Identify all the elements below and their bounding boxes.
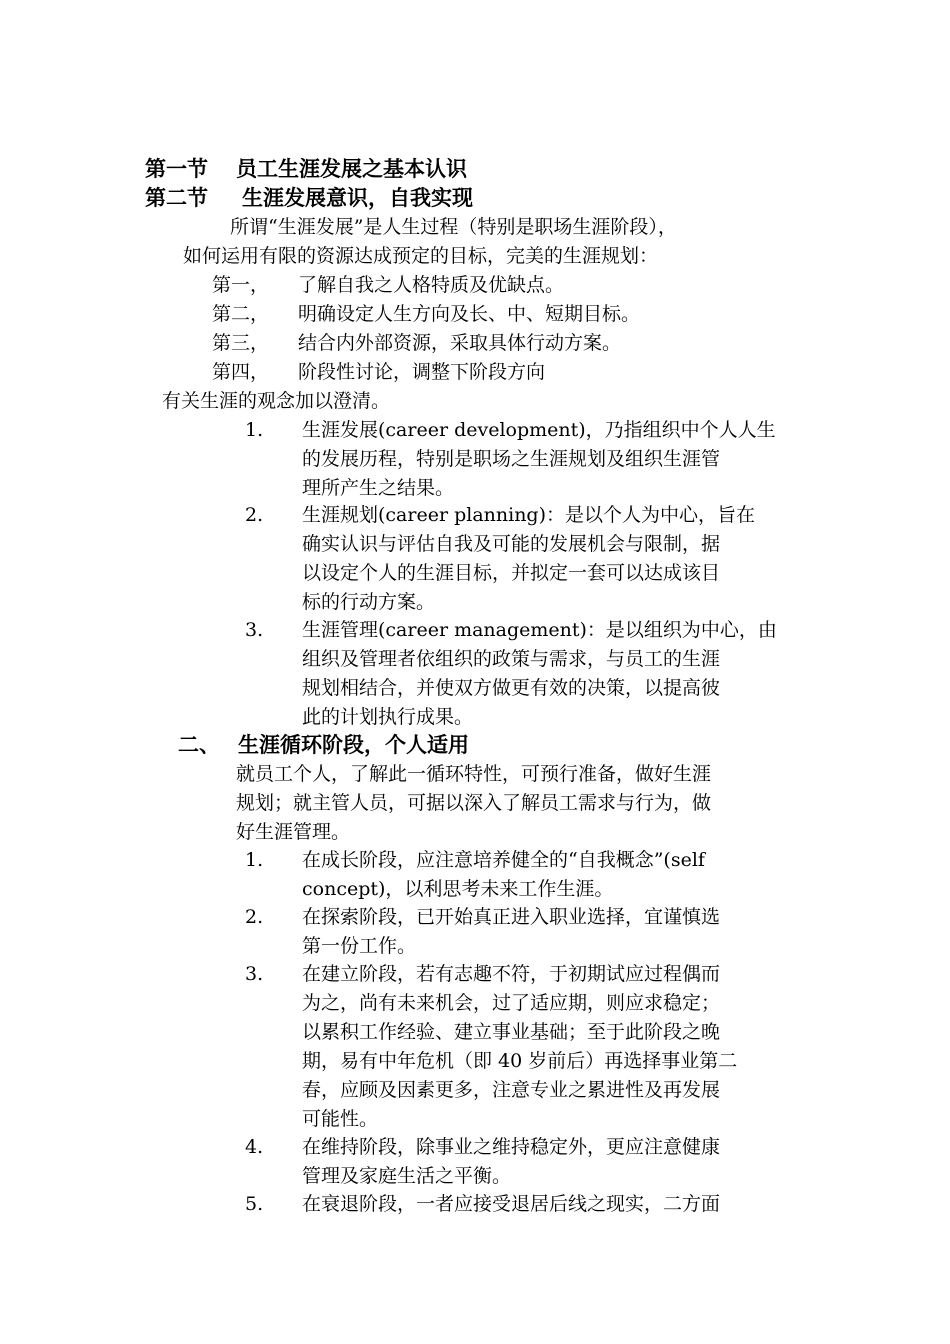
list-line: 期，易有中年危机（即 40 岁前后）再选择事业第二 — [302, 1050, 738, 1072]
section-number: 第二节 — [145, 185, 208, 210]
list-line: 第一份工作。 — [302, 935, 417, 957]
step-item — [212, 329, 621, 358]
list-line: 生涯规划(career planning)：是以个人为中心，旨在 — [302, 504, 756, 526]
paragraph-line: 好生涯管理。 — [236, 821, 351, 843]
step-label: 第四， — [212, 361, 270, 383]
list-number: 4. — [245, 1136, 264, 1158]
list-line: 此的计划执行成果。 — [302, 706, 474, 728]
list-number: 1. — [245, 419, 264, 441]
list-line: 为之，尚有未来机会，过了适应期，则应求稳定； — [302, 992, 721, 1014]
section-heading-2 — [145, 184, 473, 212]
step-item — [212, 300, 640, 329]
list-line: 组织及管理者依组织的政策与需求，与员工的生涯 — [302, 648, 721, 670]
list-line: 可能性。 — [302, 1108, 379, 1130]
paragraph-line: 规划；就主管人员，可据以深入了解员工需求与行为，做 — [236, 792, 712, 814]
list-number: 5. — [245, 1193, 264, 1215]
paragraph-line: 就员工个人，了解此一循环特性，可预行准备，做好生涯 — [236, 763, 712, 785]
section-heading-3 — [178, 731, 469, 759]
list-line: 在成长阶段，应注意培养健全的“自我概念”(self — [302, 849, 705, 871]
step-label: 第一， — [212, 274, 270, 296]
intro-line-2: 如何运用有限的资源达成预定的目标，完美的生涯规划： — [183, 245, 659, 267]
step-text: 结合内外部资源，采取具体行动方案。 — [298, 332, 622, 354]
section-number: 第一节 — [145, 156, 208, 181]
list-line: 生涯管理(career management)：是以组织为中心，由 — [302, 619, 777, 641]
step-text: 了解自我之人格特质及优缺点。 — [298, 274, 565, 296]
section-title: 生涯发展意识，自我实现 — [242, 185, 473, 210]
list-line: 生涯发展(career development)，乃指组织中个人人生 — [302, 419, 776, 441]
list-number: 3. — [245, 963, 264, 985]
list-line: 在建立阶段，若有志趣不符，于初期试应过程偶而 — [302, 963, 721, 985]
list-line: concept)，以利思考未来工作生涯。 — [302, 878, 614, 900]
list-number: 2. — [245, 906, 264, 928]
list-line: 春，应顾及因素更多，注意专业之累进性及再发展 — [302, 1079, 721, 1101]
list-line: 理所产生之结果。 — [302, 477, 455, 499]
list-line: 标的行动方案。 — [302, 591, 436, 613]
clarify-line: 有关生涯的观念加以澄清。 — [162, 390, 391, 412]
list-line: 确实认识与评估自我及可能的发展机会与限制，据 — [302, 533, 721, 555]
step-label: 第二， — [212, 303, 270, 325]
list-line: 管理及家庭生活之平衡。 — [302, 1165, 512, 1187]
list-line: 在维持阶段，除事业之维持稳定外，更应注意健康 — [302, 1136, 721, 1158]
list-line: 的发展历程，特别是职场之生涯规划及组织生涯管 — [302, 448, 721, 470]
intro-line-1: 所谓“生涯发展”是人生过程（特别是职场生涯阶段）， — [230, 216, 677, 238]
section-title: 员工生涯发展之基本认识 — [236, 156, 467, 181]
section-number: 二、 — [178, 732, 220, 757]
list-line: 在探索阶段，已开始真正进入职业选择，宜谨慎选 — [302, 906, 721, 928]
step-label: 第三， — [212, 332, 270, 354]
cycle-intro — [236, 760, 711, 847]
section-heading-1 — [145, 155, 467, 183]
list-line: 在衰退阶段，一者应接受退居后线之现实，二方面 — [302, 1193, 721, 1215]
list-number: 3. — [245, 619, 264, 641]
step-text: 明确设定人生方向及长、中、短期目标。 — [298, 303, 641, 325]
list-line: 以累积工作经验、建立事业基础；至于此阶段之晚 — [302, 1021, 721, 1043]
list-line: 以设定个人的生涯目标，并拟定一套可以达成该目 — [302, 562, 721, 584]
step-item — [212, 271, 564, 300]
list-number: 2. — [245, 504, 264, 526]
list-line: 规划相结合，并使双方做更有效的决策，以提高彼 — [302, 677, 721, 699]
step-item — [212, 358, 545, 387]
step-text: 阶段性讨论，调整下阶段方向 — [298, 361, 546, 383]
list-number: 1. — [245, 849, 264, 871]
section-title: 生涯循环阶段，个人适用 — [238, 732, 469, 757]
